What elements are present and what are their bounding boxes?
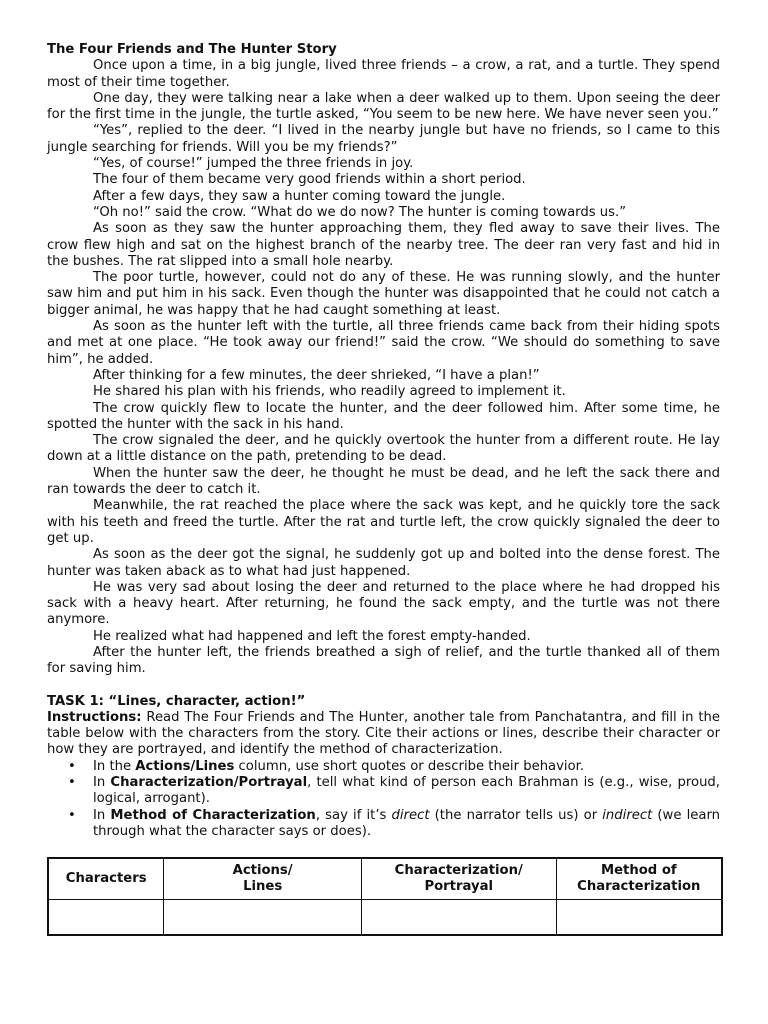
header-actions-lines: Actions/ Lines	[164, 858, 361, 900]
story-paragraph: He shared his plan with his friends, who readily agreed to implement it.	[93, 384, 566, 400]
bullet-item: • In Method of Characterization, say if it’s direct (the narrator tells us) or indirect (we learn through what the character says or does).	[68, 807, 721, 839]
header-method: Method of Characterization	[556, 858, 722, 900]
task-title: TASK 1: “Lines, character, action!”	[47, 693, 306, 709]
header-characterization: Characterization/ Portrayal	[361, 858, 556, 900]
story-paragraph: The poor turtle, however, could not do any of these. He was running slowly, and the hunter saw him and put him in his sack. Even though the hunter was disappointed that he could not catch a bigger animal, he was happy that he had caught something at least.	[47, 270, 720, 318]
story-paragraph: The crow signaled the deer, and he quickly overtook the hunter from a different route. He lay down at a little distance on the path, pretending to be dead.	[47, 433, 720, 465]
story-paragraph: After a few days, they saw a hunter coming toward the jungle.	[93, 188, 506, 204]
story-paragraph: “Yes”, replied to the deer. “I lived in the nearby jungle but have no friends, so I came to this jungle searching for friends. Will you be my friends?”	[47, 123, 720, 155]
story-paragraph: He realized what had happened and left the forest empty-handed.	[93, 628, 531, 644]
story-paragraph: When the hunter saw the deer, he thought he must be dead, and he left the sack there and ran towards the deer to catch it.	[47, 465, 720, 498]
characterization-table	[47, 857, 723, 936]
story-paragraph: One day, they were talking near a lake when a deer walked up to them. Upon seeing the deer for the first time in the jungle, the turtle asked, “You seem to be new here. We have never seen you.”	[47, 90, 720, 123]
table-cell-method[interactable]	[556, 900, 722, 936]
table-cell-characterization[interactable]	[361, 900, 556, 936]
story-paragraph: After thinking for a few minutes, the deer shrieked, “I have a plan!”	[93, 367, 540, 383]
story-paragraph: “Yes, of course!” jumped the three friends in joy.	[93, 156, 414, 172]
story-paragraph: The four of them became very good friends within a short period.	[93, 172, 526, 188]
story-title: The Four Friends and The Hunter Story	[47, 42, 337, 57]
story-paragraph: After the hunter left, the friends breathed a sigh of relief, and the turtle thanked all of them for saving him.	[47, 644, 720, 677]
section-spacer	[47, 678, 720, 694]
bullet-item: • In the Actions/Lines column, use short quotes or describe their behavior.	[68, 758, 585, 774]
table-row	[48, 900, 722, 936]
story-paragraph: As soon as they saw the hunter approaching them, they fled away to save their lives. The crow flew high and sat on the highest branch of the nearby tree. The deer ran very fast and hid in the bushes. The rat slipped into a small hole nearby.	[47, 221, 720, 269]
table-cell-actions[interactable]	[164, 900, 361, 936]
story-paragraph: As soon as the hunter left with the turtle, all three friends came back from their hiding spots and met at one place. “He took away our friend!” said the crow. “We should do something to save him”, he added.	[47, 319, 720, 367]
task-instructions	[47, 710, 720, 759]
story-paragraph: The crow quickly flew to locate the hunter, and the deer followed him. After some time, he spotted the hunter with the sack in his hand.	[47, 400, 720, 432]
bullet-icon: •	[68, 758, 76, 774]
bullet-item: • In Characterization/Portrayal, tell what kind of person each Brahman is (e.g., wise, proud, logical, arrogant).	[68, 775, 720, 807]
header-characters: Characters	[48, 858, 164, 900]
table-cell-characters[interactable]	[48, 900, 164, 936]
instruction-bullets	[47, 759, 720, 840]
story-paragraph: Once upon a time, in a big jungle, lived three friends – a crow, a rat, and a turtle. They spend most of their time together.	[47, 58, 720, 90]
story-paragraph: Meanwhile, the rat reached the place where the sack was kept, and he quickly tore the sack with his teeth and freed the turtle. After the rat and turtle left, the crow quickly signaled the deer to get up.	[47, 498, 720, 546]
story-paragraph: As soon as the deer got the signal, he suddenly got up and bolted into the dense forest. The hunter was taken aback as to what had just happened.	[47, 547, 720, 579]
instructions-label: Instructions:	[47, 709, 142, 725]
story-paragraph: He was very sad about losing the deer and returned to the place where he had dropped his sack with a heavy heart. After returning, he found the sack empty, and the turtle was not there anymore.	[47, 579, 720, 628]
bullet-icon: •	[68, 775, 76, 791]
story-paragraph: “Oh no!” said the crow. “What do we do now? The hunter is coming towards us.”	[93, 204, 627, 220]
instructions-text: Read The Four Friends and The Hunter, another tale from Panchatantra, and fill in the table below with the characters from the story. Cite their actions or lines, describe their character or how they are portrayed, and identify the method of characterization.	[47, 709, 720, 758]
bullet-icon: •	[68, 807, 76, 823]
table-header-row	[48, 858, 722, 900]
document-page	[47, 42, 720, 936]
